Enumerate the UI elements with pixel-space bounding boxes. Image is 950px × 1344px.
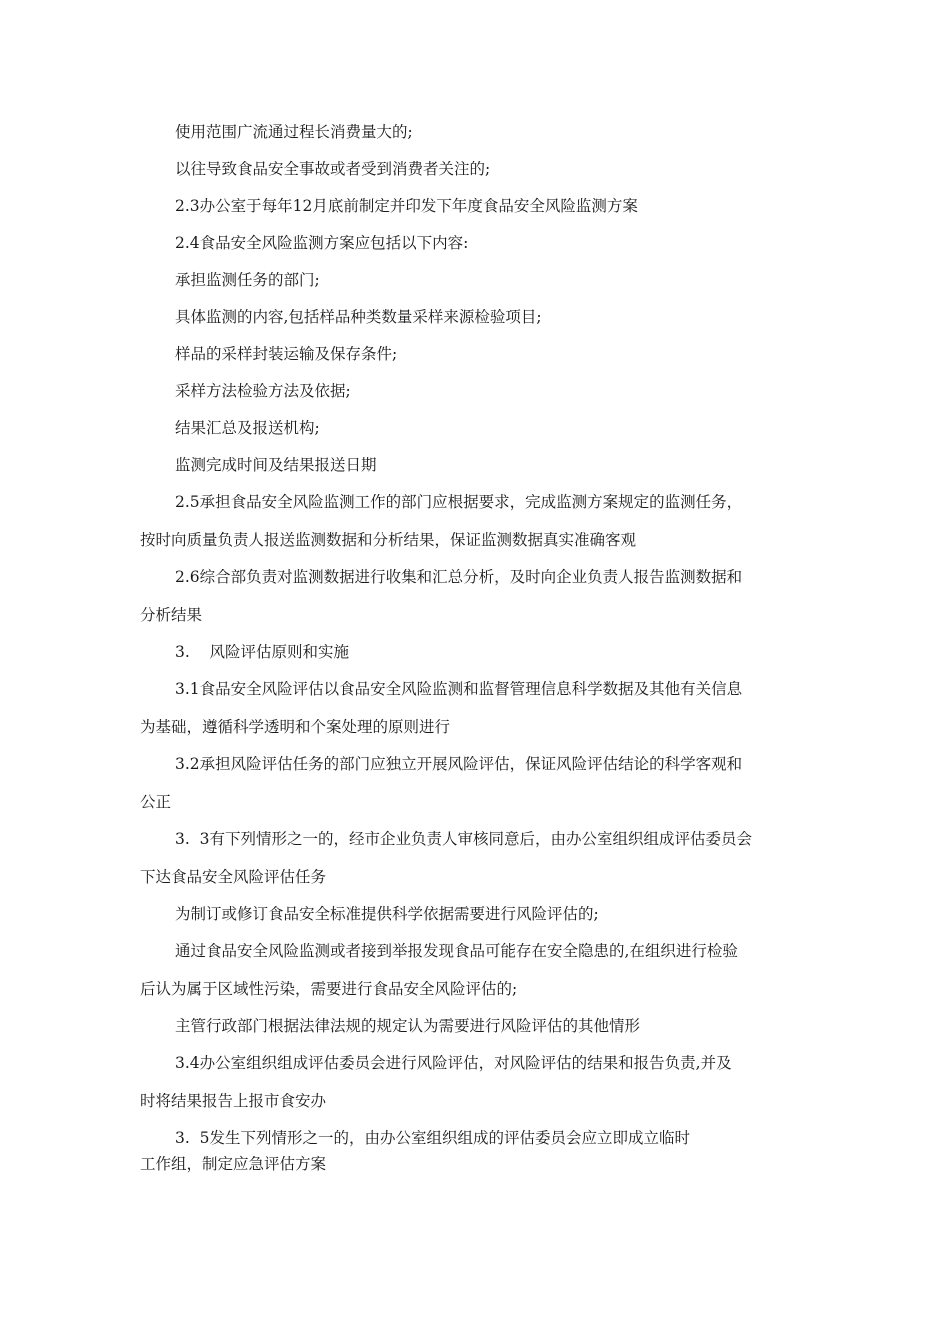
paragraph: 主管行政部门根据法律法规的规定认为需要进行风险评估的其他情形 <box>175 1017 641 1035</box>
paragraph-line: 2.6综合部负责对监测数据进行收集和汇总分析，及时向企业负责人报告监测数据和 <box>175 568 743 586</box>
paragraph-line: 时将结果报告上报市食安办 <box>140 1092 327 1110</box>
paragraph-line: 3.1食品安全风险评估以食品安全风险监测和监督管理信息科学数据及其他有关信息 <box>175 680 743 698</box>
paragraph: 为制订或修订食品安全标准提供科学依据需要进行风险评估的; <box>175 905 599 923</box>
paragraph-line: 2.5承担食品安全风险监测工作的部门应根据要求，完成监测方案规定的监测任务， <box>175 493 743 511</box>
paragraph <box>140 1128 820 1174</box>
paragraph: 2.3办公室于每年12月底前制定并印发下年度食品安全风险监测方案 <box>175 197 638 215</box>
paragraph <box>140 492 820 550</box>
paragraph <box>140 567 820 625</box>
paragraph-line: 3.2承担风险评估任务的部门应独立开展风险评估，保证风险评估结论的科学客观和 <box>175 755 743 773</box>
paragraph-line: 按时向质量负责人报送监测数据和分析结果，保证监测数据真实准确客观 <box>140 531 637 549</box>
paragraph: 采样方法检验方法及依据; <box>175 382 351 400</box>
paragraph-line: 通过食品安全风险监测或者接到举报发现食品可能存在安全隐患的,在组织进行检验 <box>175 942 738 960</box>
paragraph-line: 下达食品安全风险评估任务 <box>140 868 327 886</box>
paragraph <box>140 679 820 737</box>
paragraph: 使用范围广流通过程长消费量大的; <box>175 123 413 141</box>
paragraph <box>140 1053 820 1111</box>
paragraph <box>140 941 820 999</box>
paragraph-line: 工作组，制定应急评估方案 <box>140 1155 327 1173</box>
paragraph: 具体监测的内容,包括样品种类数量采样来源检验项目; <box>175 308 542 326</box>
paragraph-line: 后认为属于区域性污染，需要进行食品安全风险评估的; <box>140 980 518 998</box>
paragraph: 2.4食品安全风险监测方案应包括以下内容: <box>175 234 469 252</box>
paragraph <box>140 754 820 812</box>
paragraph-line: 公正 <box>140 793 172 811</box>
document-body <box>140 122 820 1174</box>
section-heading: 3. 风险评估原则和实施 <box>175 643 349 661</box>
paragraph: 监测完成时间及结果报送日期 <box>175 456 377 474</box>
paragraph-line: 为基础，遵循科学透明和个案处理的原则进行 <box>140 718 451 736</box>
paragraph-line: 3.4办公室组织组成评估委员会进行风险评估，对风险评估的结果和报告负责,并及 <box>175 1054 732 1072</box>
paragraph-line: 3. 5发生下列情形之一的，由办公室组织组成的评估委员会应立即成立临时 <box>175 1129 691 1147</box>
paragraph-line: 3. 3有下列情形之一的，经市企业负责人审核同意后，由办公室组织组成评估委员会 <box>175 830 753 848</box>
paragraph: 承担监测任务的部门; <box>175 271 320 289</box>
paragraph: 样品的采样封装运输及保存条件; <box>175 345 398 363</box>
paragraph: 以往导致食品安全事故或者受到消费者关注的; <box>175 160 491 178</box>
paragraph: 结果汇总及报送机构; <box>175 419 320 437</box>
paragraph <box>140 829 820 887</box>
paragraph-line: 分析结果 <box>140 606 203 624</box>
